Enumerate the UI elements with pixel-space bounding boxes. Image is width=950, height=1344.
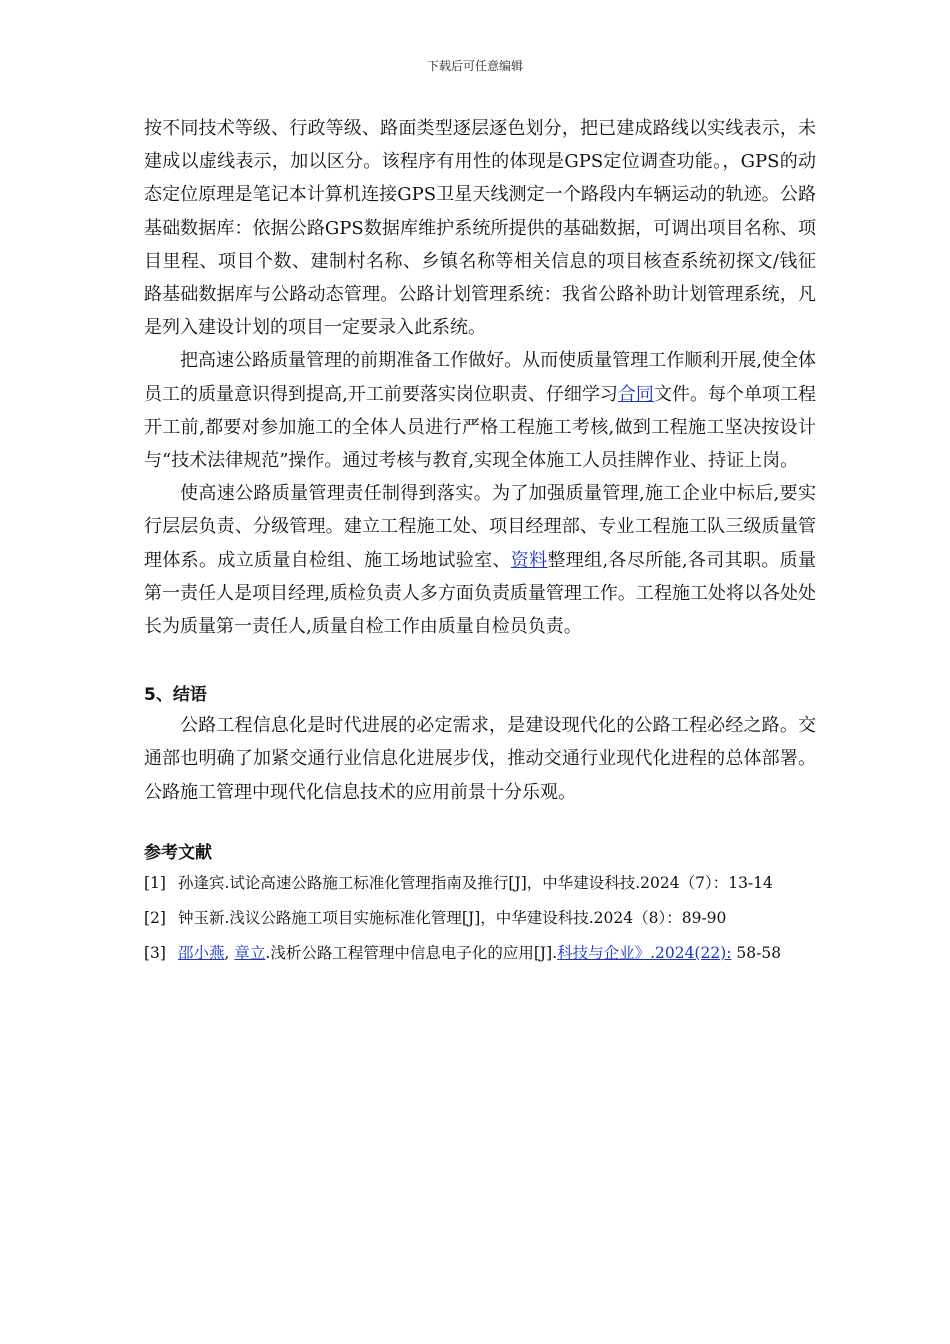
paragraph-3-text-b: 整理组,各尽所能,各司其职。质量第一责任人是项目经理,质检负责人多方面负责质量管理工作。工程施工处将以各处处长为质量第一责任人,质量自检工作由质量自检员负责。 [144, 549, 816, 638]
reference-text: 孙逢宾.试论高速公路施工标准化管理指南及推行[J]，中华建设科技.2024（7）：13-14 [178, 873, 773, 892]
reference-title: .浅析公路工程管理中信息电子化的应用[J]. [265, 943, 558, 962]
reference-item-1 [144, 873, 816, 893]
author-separator: , [224, 943, 235, 962]
reference-number: [3] [144, 943, 166, 962]
author-link-2[interactable]: 章立 [234, 943, 266, 962]
reference-pages: 58-58 [731, 943, 782, 962]
paragraph-2-text-b: 文件。每个单项工程开工前,都要对参加施工的全体人员进行严格工程施工考核,做到工程施工坚决按设计与“技术法律规范”操作。通过考核与教育,实现全体施工人员挂牌作业、持证上岗。 [144, 383, 816, 472]
author-link-1[interactable]: 邵小燕 [178, 943, 225, 962]
document-body [144, 112, 816, 978]
contract-link[interactable]: 合同 [617, 383, 654, 405]
references-list [144, 873, 816, 963]
paragraph-3 [144, 477, 816, 643]
paragraph-2-text-a: 把高速公路质量管理的前期准备工作做好。从而使质量管理工作顺利开展,使全体员工的质量意识得到提高,开工前要落实岗位职责、仔细学习 [144, 350, 816, 405]
materials-link[interactable]: 资料 [510, 549, 548, 571]
paragraph-2 [144, 344, 816, 477]
paragraph-3-text-a: 使高速公路质量管理责任制得到落实。为了加强质量管理,施工企业中标后,要实行层层负责、分级管理。建立工程施工处、项目经理部、专业工程施工队三级质量管理体系。成立质量自检组、施工场地试验室、 [144, 483, 816, 571]
reference-text: 钟玉新.浅议公路施工项目实施标准化管理[J]，中华建设科技.2024（8）：89-90 [178, 908, 727, 927]
reference-item-2 [144, 908, 816, 928]
reference-item-3 [144, 943, 816, 963]
section-5-paragraph: 公路工程信息化是时代进展的必定需求，是建设现代化的公路工程必经之路。交通部也明确了加紧交通行业信息化进展步伐，推动交通行业现代化进程的总体部署。公路施工管理中现代化信息技术的应用前景十分乐观。 [144, 715, 816, 803]
paragraph-1: 按不同技术等级、行政等级、路面类型逐层逐色划分，把已建成路线以实线表示，未建成以虚线表示，加以区分。该程序有用性的体现是GPS定位调查功能。，GPS的动态定位原理是笔记本计算机连接GPS卫星天线测定一个路段内车辆运动的轨迹。公路基础数据库：依据公路GPS数据库维护系统所提供的基础数据，可调出项目名称、项目里程、项目个数、建制村名称、乡镇名称等相关信息的项目核查系统初探文/钱征路基础数据库与公路动态管理。公路计划管理系统：我省公路补助计划管理系统，凡是列入建设计划的项目一定要录入此系统。 [144, 118, 816, 339]
page-header: 下载后可任意编辑 [426, 59, 523, 73]
references-heading: 参考文献 [144, 842, 212, 863]
reference-number: [2] [144, 908, 166, 927]
journal-link[interactable]: 科技与企业》.2024(22): [557, 943, 732, 962]
section-5-heading: 5、结语 [144, 685, 207, 706]
reference-number: [1] [144, 873, 166, 892]
